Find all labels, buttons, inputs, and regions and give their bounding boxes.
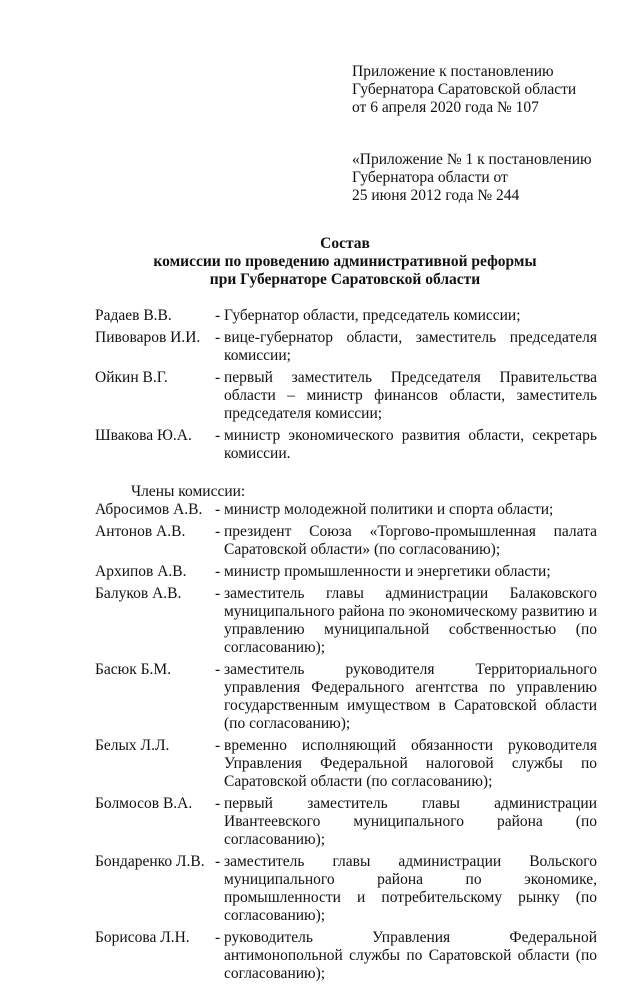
appendix-line-1: Приложение к постановлению <box>352 63 554 80</box>
members-list <box>95 501 597 983</box>
member-name: Ойкин В.Г. <box>95 369 168 386</box>
commission-list <box>95 307 597 987</box>
dash: - <box>215 563 221 580</box>
dash: - <box>215 929 221 946</box>
dash: - <box>215 307 221 324</box>
member-row <box>95 853 597 925</box>
appendix-line-3: от 6 апреля 2020 года № 107 <box>352 99 539 116</box>
member-role: вице-губернатор области, заместитель председателя комиссии; <box>224 329 597 364</box>
member-name: Архипов А.В. <box>95 563 187 580</box>
member-row <box>95 929 597 983</box>
member-role: заместитель главы администрации Вольского муниципального района по экономике, промышленности и потребительскому рынку (по согласованию); <box>224 853 597 924</box>
document-title <box>95 235 595 289</box>
title-line-1: Состав <box>320 235 370 252</box>
dash: - <box>215 523 221 540</box>
member-role: министр промышленности и энергетики области; <box>224 563 551 580</box>
member-row <box>95 563 597 581</box>
member-name: Белых Л.Л. <box>95 737 170 754</box>
member-role: заместитель главы администрации Балаковского муниципального района по экономическому развитию и управлению муниципальной собственностью (по согласованию); <box>224 585 597 656</box>
member-name: Балуков А.В. <box>95 585 182 602</box>
member-role: министр молодежной политики и спорта области; <box>224 501 554 518</box>
original-appendix-line-3: 25 июня 2012 года № 244 <box>352 187 520 204</box>
member-name: Абросимов А.В. <box>95 501 203 518</box>
appendix-header <box>352 63 576 117</box>
leadership-row <box>95 369 597 423</box>
member-row <box>95 795 597 849</box>
member-role: президент Союза «Торгово-промышленная палата Саратовской области» (по согласованию); <box>224 523 597 558</box>
member-name: Пивоваров И.И. <box>95 329 201 346</box>
member-role: заместитель руководителя Территориального управления Федерального агентства по управлению государственным имуществом в Саратовской области (по согласованию); <box>224 661 597 732</box>
leadership-list <box>95 307 597 463</box>
member-row <box>95 585 597 657</box>
member-name: Бондаренко Л.В. <box>95 853 205 870</box>
member-role: Губернатор области, председатель комиссии; <box>224 307 521 324</box>
member-role: руководитель Управления Федеральной антимонопольной службы по Саратовской области (по согласованию); <box>224 929 597 982</box>
member-role: временно исполняющий обязанности руководителя Управления Федеральной налоговой службы по Саратовской области (по согласованию); <box>224 737 597 790</box>
dash: - <box>215 853 221 870</box>
member-role: министр экономического развития области, секретарь комиссии. <box>224 427 597 462</box>
dash: - <box>215 795 221 812</box>
dash: - <box>215 585 221 602</box>
member-name: Басюк Б.М. <box>95 661 172 678</box>
member-row <box>95 501 597 519</box>
dash: - <box>215 369 221 386</box>
member-role: первый заместитель главы администрации Ивантеевского муниципального района (по согласованию); <box>224 795 597 848</box>
members-heading: Члены комиссии: <box>131 483 246 500</box>
member-row <box>95 661 597 733</box>
leadership-row <box>95 329 597 365</box>
leadership-row <box>95 427 597 463</box>
appendix-line-2: Губернатора Саратовской области <box>352 81 577 98</box>
member-name: Антонов А.В. <box>95 523 186 540</box>
dash: - <box>215 329 221 346</box>
dash: - <box>215 737 221 754</box>
leadership-row <box>95 307 597 325</box>
member-name: Болмосов В.А. <box>95 795 193 812</box>
original-appendix-line-1: «Приложение № 1 к постановлению <box>352 151 592 168</box>
dash: - <box>215 427 221 444</box>
member-name: Борисова Л.Н. <box>95 929 190 946</box>
dash: - <box>215 501 221 518</box>
member-row <box>95 737 597 791</box>
member-role: первый заместитель Председателя Правительства области – министр финансов области, заместитель председателя комиссии; <box>224 369 597 422</box>
member-name: Радаев В.В. <box>95 307 172 324</box>
original-appendix-line-2: Губернатора области от <box>352 169 508 186</box>
title-line-2: комиссии по проведению административной реформы <box>153 253 537 270</box>
original-appendix-header <box>352 151 592 205</box>
dash: - <box>215 661 221 678</box>
member-row <box>95 523 597 559</box>
title-line-3: при Губернаторе Саратовской области <box>209 271 481 288</box>
member-name: Швакова Ю.А. <box>95 427 192 444</box>
